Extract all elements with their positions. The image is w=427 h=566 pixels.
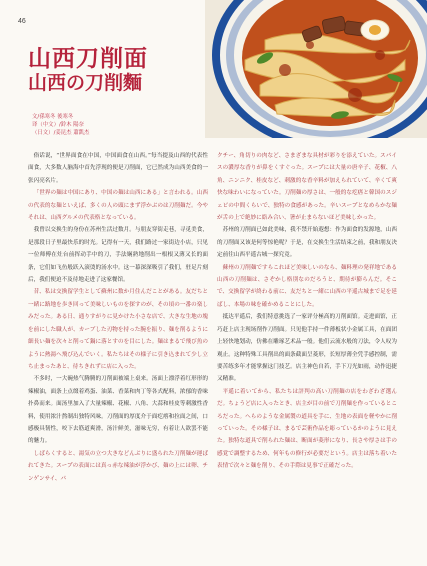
paragraph-jp: クチー、角切りの肉など、さまざまな具材が彩りを添えていた。スパイスの濃厚な香りが鼻をくすぐった。スープには大量の唐辛子、花椒、八角、ニンニク、桂皮など、刺激的な香辛料が加えられていて、辛くて爽快な味わいになっていた。刀削麺の厚さは、一般的な疙瘩と韓国のスジェビの中間くらいで、独特の食感があった。辛いスープとなめらかな麺が舌の上で絶妙に絡み合い、箸が止まらないほど美味しかった。: [217, 153, 397, 222]
paragraph-zh: 不多时，一大碗热气腾腾的刀削面被端上桌来。汤面上漂浮着红形形的辣椒油，面条上点缀着鸡蛋、油菜、香菜和肉丁等各式配料，浓郁的香味扑鼻而来。面汤里加入了大量辣椒、花椒、八角、大蒜和桂皮等刺激性香料，使用浓汁熬制出独特风味。刀削面的厚度介于面疙瘩和拉面之间，口感极具韧性，咬下去筋道爽滑，汤汁鲜美，滋味无穷，有着让人欲罢不能的魅力。: [28, 376, 208, 445]
page-number: 46: [18, 18, 26, 25]
title-chinese: 山西刀削面: [28, 46, 148, 72]
dish-photo: [205, 0, 427, 138]
paragraph-jp: 平遥に着いてから、私たちは評判の高い刀削麺の店をわざわざ選んだ。ちょうど店に入ったとき、店主が目の前で刀削麺を作っているところだった。へらのような金属製の道具を手に、生地の表面を軽やかに削っていった。その様子は、まるで芸術作品を彫っているかのように見えた。独特な道具で削られた麺は、断面が菱形になり、長さや厚さは手の感覚で調整するため、何年もの修行が必要だという。店主は落ち着いた表情で次々と麺を削り、その手際は見事で正確だった。: [217, 388, 397, 470]
paragraph-zh: 俗话说，“世界面食在中国，中国面食在山西。”每当提及山西的代表性面食，大多数人脑海中首先浮现的便是刀削面，它已然成为山西美食的一张闪亮名片。: [28, 153, 208, 184]
paragraph-jp: 昔、私は交換留学生として蘇州に数か月住んだことがある。友だちと一緒に路地を歩き回って美味しいものを探すのが、その頃の一番の楽しみだった。ある日、通りすがりに見かけた小さな店で、大きな生地の塊を前にした職人が、カーブした刃物を持った腕を振り、麺を削るように細長い麺を次々と削って鍋に落とすのを目にした。麺はまるで飛び魚のように熱湯へ飛び込んでいく。私たちはその様子に引き込まれて少し立ち止まったあと、待ちきれずに店に入った。: [28, 289, 208, 370]
paragraph-zh: 我曾以交换生的身份在苏州生活过数月。与朋友穿街走巷，寻觅美食，是那段日子里最快乐的时光。记得有一天，我们路过一家街边小店，只见一位师傅在灶台前挥动手中的刀，手法娴熟地削出一根根又薄又长的面条，它们如飞鱼般跃入滚烫的汤水中。这一幕深深吸引了我们，驻足片刻后，我们便迫不及待地走进了这家餐馆。: [28, 227, 208, 284]
paragraph-jp: しばらくすると、湯気の立つ大きなどんぶりに盛られた刀削麺が運ばれてきた。スープの表面には真っ赤な辣油が浮かび、麺の上には卵、チンゲンサイ、パ: [28, 450, 208, 482]
credit-translator-jp: （日文）/姜昆杰 蕭凱杰: [32, 130, 90, 136]
credit-author: 文/孫寒冬 後寒冬: [32, 114, 74, 120]
title-japanese: 山西の刀削麵: [28, 72, 143, 94]
credits: [32, 113, 89, 137]
paragraph-jp: 「世界の麺は中国にあり、中国の麺は山西にある」と言われる。山西の代表的な麺といえば、多くの人の頭にまず浮かぶのは刀削麺だ。今やそれは、山西グルメの代表格となっている。: [28, 190, 208, 222]
credit-translator-zh: 译（中文）/鈴木 陽奈: [32, 122, 85, 128]
right-column: [217, 150, 397, 473]
paragraph-jp: 蘇州の刀削麺ですらこれほど美味しいのなら、麺料理の発祥地である山西の刀削麺は、さぞかし格別なのだろうと、期待が膨らんだ。そこで、交換留学が終わる前に、友だちと一緒に山西の平遥古城まで足を延ばし、本場の味を確かめることにした。: [217, 264, 397, 308]
paragraph-zh: 苏州的刀削面已如此美味，我不禁开始遐想：作为面食的发源地，山西的刀削面又该是何等惊艳呢？于是，在交换生生活结束之前，我和朋友决定前往山西平遥古城一探究竟。: [217, 227, 397, 259]
left-column: [28, 150, 208, 485]
paragraph-zh: 抵达平遥后，我们特意挑选了一家评分極高的刀削面馆。走进面馆，正巧赶上店主现场削作刀削面。只见他手持一件薄板状小金属工具，在面团上轻快地划动，仿佛在雕琢艺术品一般。他们云流水般的刀法，令人叹为观止。这种特殊工具削出的面条截面呈菱形，长短厚薄全凭手感控制，需要苦练多年才能掌握这门技艺。店主神色自若，手下刀光如雨，动作迅捷又精准。: [217, 314, 397, 383]
noodle-bowl-illustration: [205, 0, 427, 138]
